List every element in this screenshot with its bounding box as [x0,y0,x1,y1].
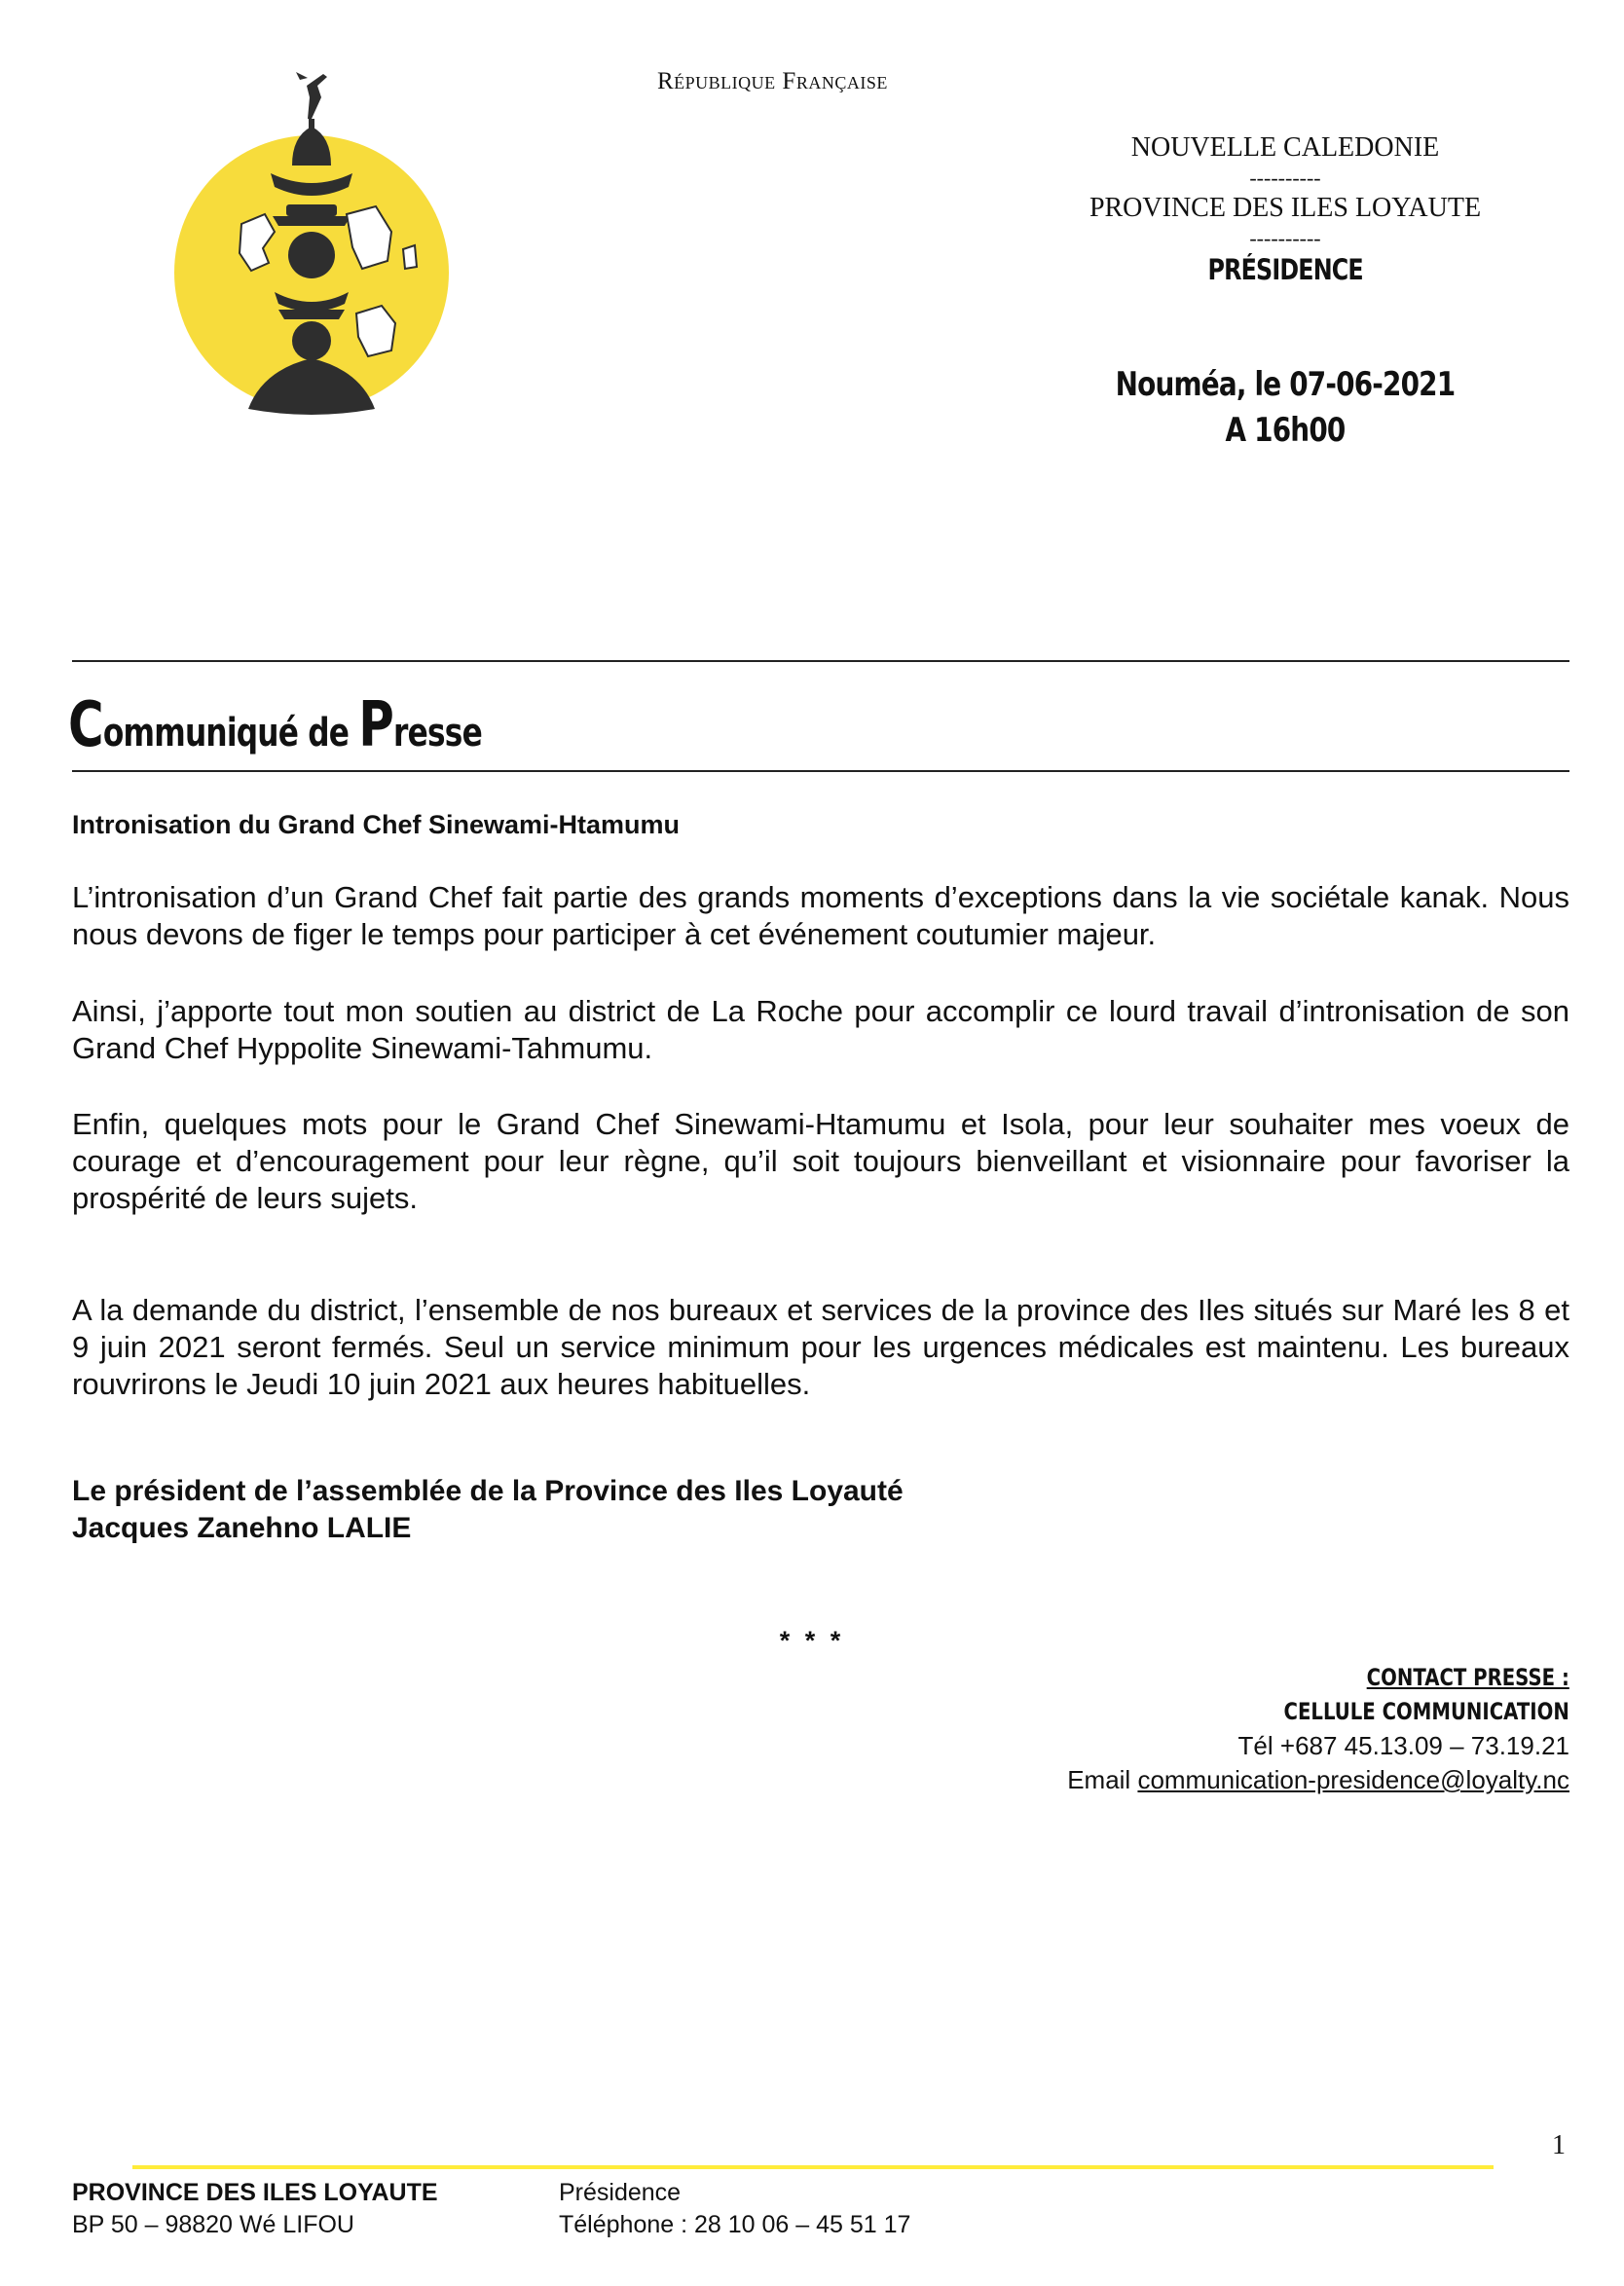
footer-address [72,2177,438,2241]
totem-lower-circle-icon [292,321,331,360]
date-label: Nouméa, le 07-06-2021 [1115,365,1456,404]
title-top-rule [72,660,1569,662]
island-small-icon [403,245,417,269]
footer-telephone: Téléphone : 28 10 06 – 45 51 17 [559,2211,911,2238]
separator: ---------- [1249,226,1321,250]
footer-bp: BP 50 – 98820 Wé LIFOU [72,2211,354,2238]
time-label: A 16h00 [1225,411,1346,450]
signature-name: Jacques Zanehno LALIE [72,1512,412,1544]
contact-phone: Tél +687 45.13.09 – 73.19.21 [1237,1731,1569,1760]
institution-block [1013,132,1558,286]
title-c-initial: C [68,689,103,761]
province-logo [166,68,458,419]
contact-email-label: Email [1067,1765,1138,1794]
bar-base-icon [273,216,351,226]
paragraph-2: Ainsi, j’apporte tout mon soutien au district de La Roche pour accomplir ce lourd travail d’intronisation de son Grand Chef Hyppolite Sinewami-Tahmumu. [72,994,1569,1065]
title-p-rest: resse [393,711,482,756]
footer-contact [559,2177,910,2241]
document-title [68,689,482,761]
spire-icon [309,119,314,130]
paragraph-4: A la demande du district, l’ensemble de nos bureaux et services de la province des Iles situés sur Maré les 8 et 9 juin 2021 seront fermés. Seul un service minimum pour les urgences médicales est maintenu. Les bureaux rouvrirons le Jeudi 10 juin 2021 aux heures habituelles. [72,1293,1569,1401]
republique-francaise-label: République Française [657,68,888,94]
bird-icon [307,74,327,119]
footer-yellow-rule [132,2165,1494,2169]
bar-icon [286,204,337,216]
footer-presidence: Présidence [559,2179,682,2206]
date-block [1013,362,1558,454]
signature-title: Le président de l’assemblée de la Province des Iles Loyauté [72,1475,904,1507]
paragraph-1: L’intronisation d’un Grand Chef fait partie des grands moments d’exceptions dans la vie sociétale kanak. Nous nous devons de figer le temps pour participer à cet événement coutumier majeur. [72,880,1569,951]
subject-heading: Intronisation du Grand Chef Sinewami-Htamumu [72,810,681,839]
contact-block [1067,1661,1569,1797]
totem-circle-icon [288,232,335,278]
dome-icon [292,127,331,166]
contact-email-line [1067,1763,1569,1797]
contact-cellule: CELLULE COMMUNICATION [1283,1698,1569,1725]
separator: ---------- [1249,166,1321,190]
signature-block [72,1473,904,1547]
footer-province: PROVINCE DES ILES LOYAUTE [72,2179,438,2206]
nouvelle-caledonie-label: NOUVELLE CALEDONIE [1130,132,1440,163]
contact-email-link[interactable]: communication-presidence@loyalty.nc [1137,1765,1569,1794]
province-label: PROVINCE DES ILES LOYAUTE [1089,193,1482,223]
bar-mid-icon [278,310,345,319]
page-number: 1 [1552,2130,1566,2160]
title-bottom-rule [72,770,1569,772]
contact-heading: CONTACT PRESSE : [1366,1664,1569,1691]
section-stars: * * * [779,1626,845,1655]
title-p-initial: P [358,689,394,761]
bird-tail-icon [296,72,308,80]
presidence-label: PRÉSIDENCE [1207,253,1363,286]
title-c-rest: ommuniqué de [102,711,359,756]
paragraph-3: Enfin, quelques mots pour le Grand Chef Sinewami-Htamumu et Isola, pour leur souhaiter mes voeux de courage et d’encouragement pour leur règne, qu’il soit toujours bienveillant et visionnaire pour favoriser la prospérité de leurs sujets. [72,1107,1569,1215]
